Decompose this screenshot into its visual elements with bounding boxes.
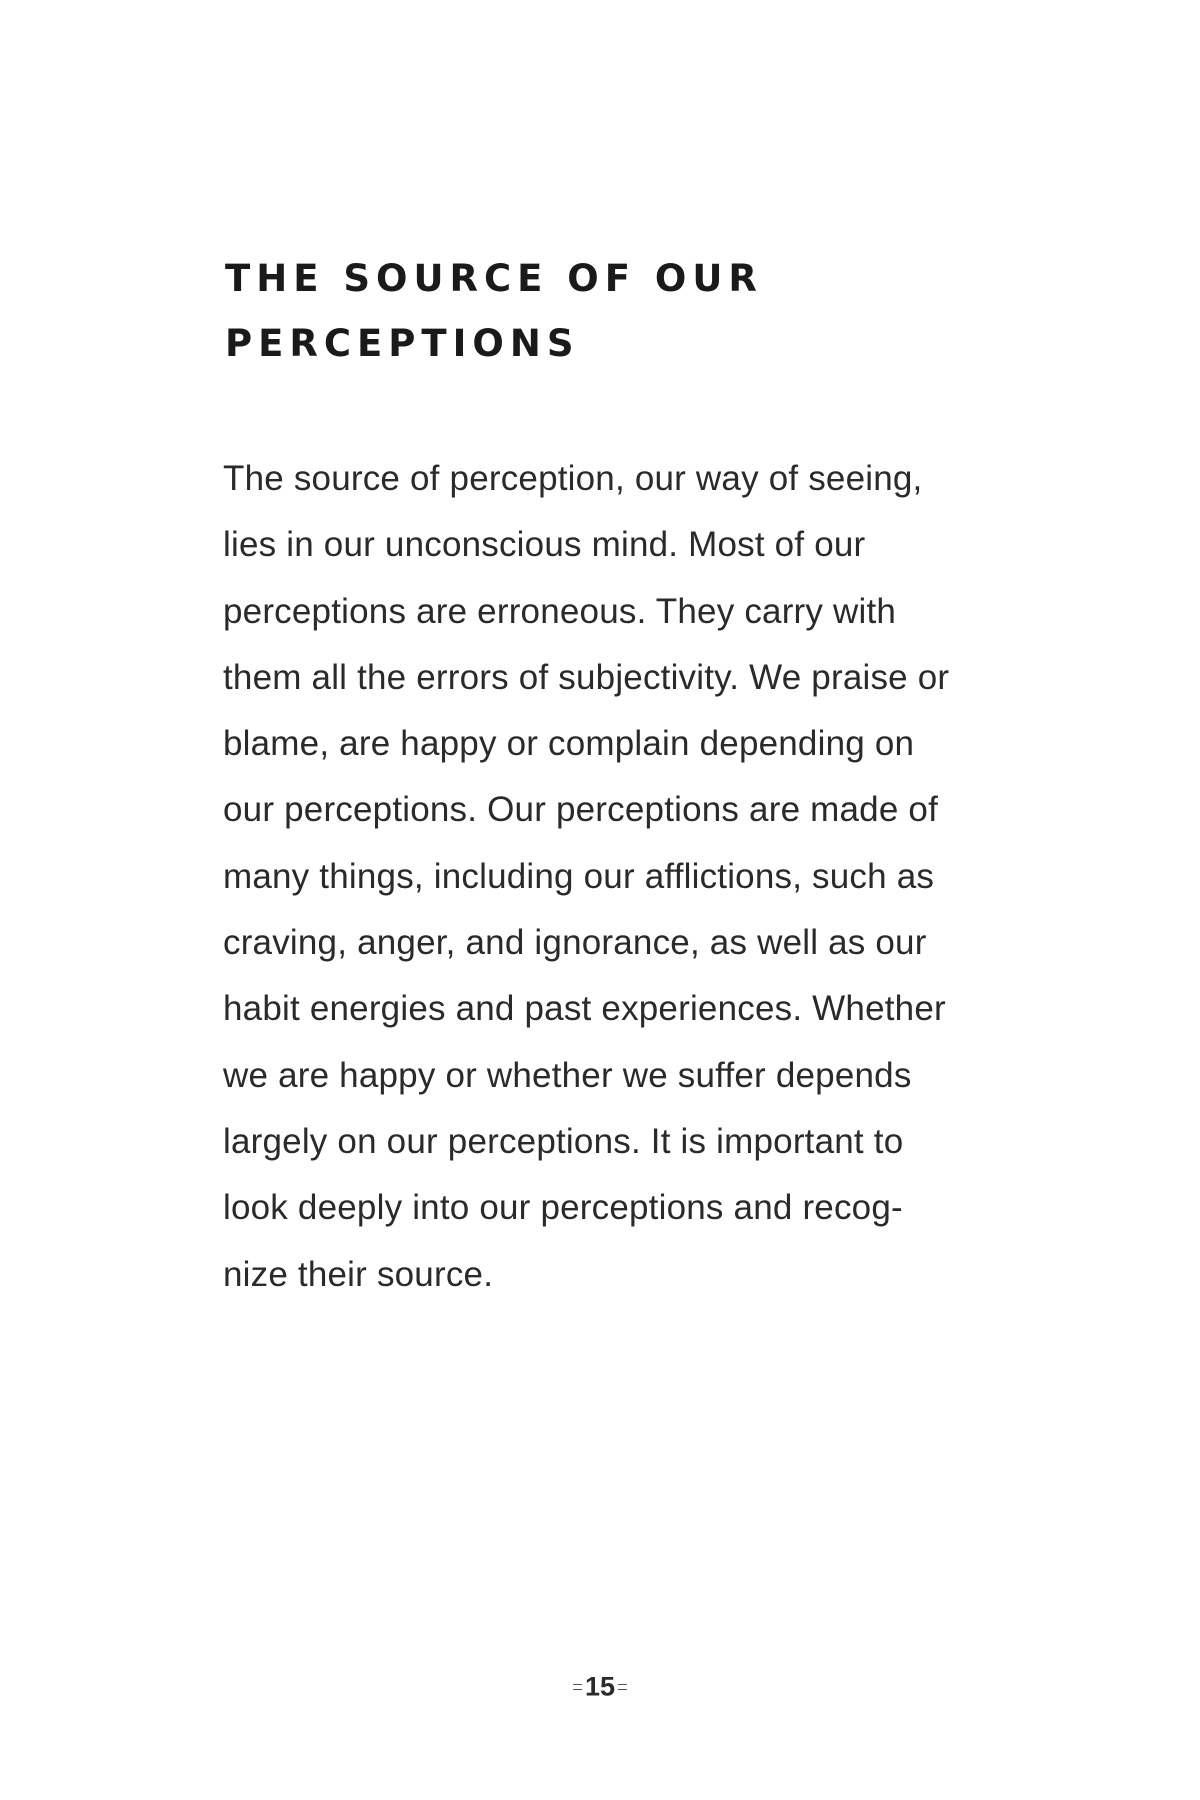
- paragraph-line: look deeply into our perceptions and recog-: [223, 1188, 903, 1228]
- section-heading: [225, 246, 1005, 376]
- paragraph-line: perceptions are erroneous. They carry with: [223, 591, 897, 631]
- paragraph-line: largely on our perceptions. It is important to: [223, 1121, 904, 1161]
- paragraph-line: The source of perception, our way of seeing,: [223, 459, 923, 498]
- paragraph-line: nize their source.: [223, 1254, 494, 1294]
- paragraph-line: our perceptions. Our perceptions are made of: [223, 790, 939, 830]
- paragraph-line: we are happy or whether we suffer depends: [223, 1055, 912, 1095]
- paragraph-line: habit energies and past experiences. Whether: [223, 989, 946, 1029]
- page-folio: [0, 1670, 1200, 1702]
- paragraph-line: craving, anger, and ignorance, as well as our: [223, 923, 927, 963]
- paragraph-line: lies in our unconscious mind. Most of our: [223, 525, 866, 565]
- heading-line: THE SOURCE OF OUR: [225, 257, 763, 300]
- body-paragraph: [223, 446, 1043, 1308]
- double-dash-ornament-icon: [573, 1681, 582, 1693]
- double-dash-ornament-icon: [618, 1681, 627, 1693]
- heading-line: PERCEPTIONS: [225, 322, 580, 365]
- paragraph-line: blame, are happy or complain depending on: [223, 724, 915, 764]
- paragraph-line: them all the errors of subjectivity. We praise or: [223, 657, 950, 697]
- paragraph-line: many things, including our afflictions, such as: [223, 856, 935, 896]
- page-number: 15: [584, 1671, 616, 1702]
